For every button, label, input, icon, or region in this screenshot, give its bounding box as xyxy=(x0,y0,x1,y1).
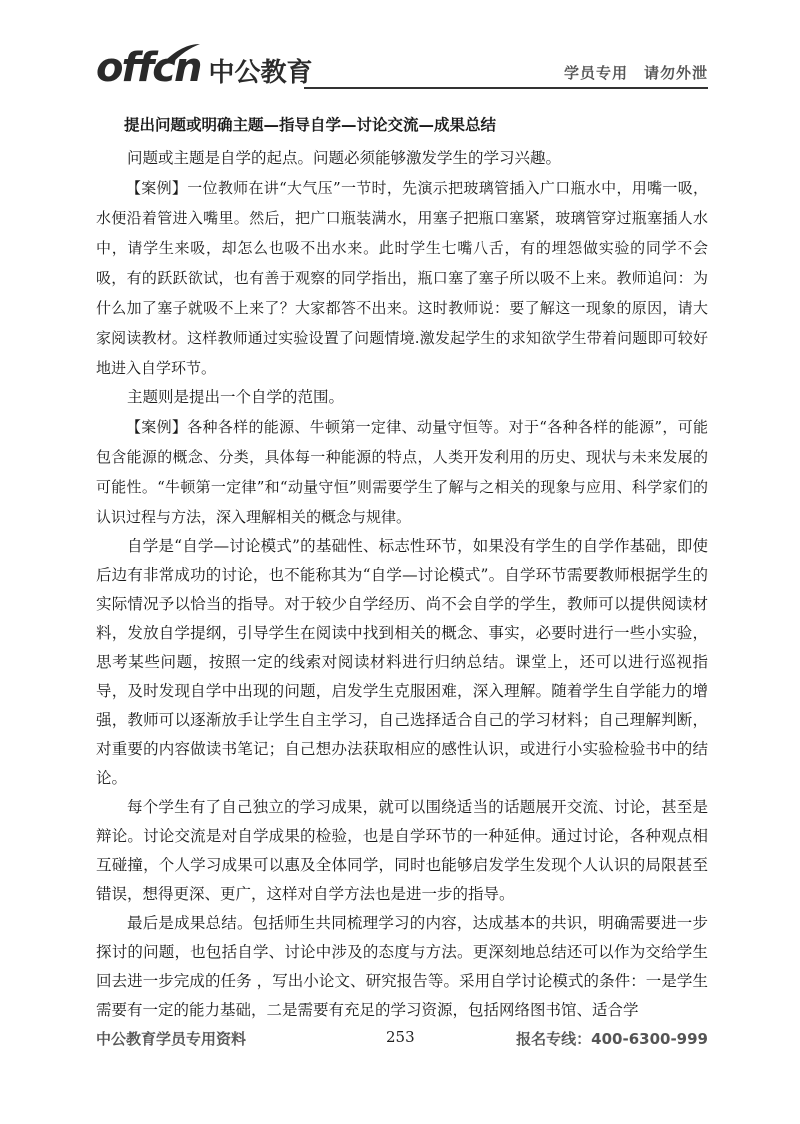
page-header xyxy=(96,40,708,92)
paragraph-6: 每个学生有了自己独立的学习成果，就可以围绕适当的话题展开交流、讨论，甚至是辩论。讨论交流是对自学成果的检验，也是自学环节的一种延伸。通过讨论，各种观点相互碰撞，个人学习成果可以惠及全体同学，同时也能够启发学生发现个人认识的局限甚至错误，想得更深、更广，这样对自学方法也是进一步的指导。 xyxy=(96,798,708,903)
page-content xyxy=(96,112,708,1025)
logo-latin: offcn xyxy=(96,45,201,91)
paragraph-7: 最后是成果总结。包括师生共同梳理学习的内容，达成基本的共识，明确需要进一步探讨的问题，也包括自学、讨论中涉及的态度与方法。更深刻地总结还可以作为交给学生回去进一步完成的任务 ，写出小论文、研究报告等。采用自学讨论模式的条件：一是学生需要有一定的能力基础，二是需要有充足的学习资源，包括网络图书馆、适合学 xyxy=(96,914,708,1019)
paragraph-case-2: 【案例】各种各样的能源、牛顿第一定律、动量守恒等。对于“各种各样的能源”，可能包含能源的概念、分类，具体每一种能源的特点，人类开发利用的历史、现状与未来发展的可能性。“牛顿第一定律”和“动量守恒”则需要学生了解与之相关的现象与应用、科学家们的认识过程与方法，深入理解相关的概念与规律。 xyxy=(96,418,708,526)
paragraph-1: 问题或主题是自学的起点。问题必须能够激发学生的学习兴趣。 xyxy=(127,149,562,167)
section-title: 提出问题或明确主题—指导自学—讨论交流—成果总结 xyxy=(124,116,497,134)
paragraph-5: 自学是“自学—讨论模式”的基础性、标志性环节，如果没有学生的自学作基础，即使后边有非常成功的讨论，也不能称其为“自学—讨论模式”。自学环节需要教师根据学生的实际情况予以恰当的指导。对于较少自学经历、尚不会自学的学生，教师可以提供阅读材料，发放自学提纲，引导学生在阅读中找到相关的概念、事实，必要时进行一些小实验，思考某些问题，按照一定的线索对阅读材料进行归纳总结。课堂上，还可以进行巡视指导，及时发现自学中出现的问题，启发学生克服困难，深入理解。随着学生自学能力的增强，教师可以逐渐放手让学生自主学习，自己选择适合自己的学习材料；自己理解判断，对重要的内容做读书笔记；自己想办法获取相应的感性认识，或进行小实验检验书中的结论。 xyxy=(96,537,708,787)
confidential-note xyxy=(564,62,708,83)
note-do-not-distribute: 请勿外泄 xyxy=(643,64,708,82)
logo-chinese: 中公教育 xyxy=(208,58,313,89)
note-students-only: 学员专用 xyxy=(563,64,628,82)
logo-swoosh-icon xyxy=(162,42,202,64)
paragraph-3: 主题则是提出一个自学的范围。 xyxy=(127,388,345,406)
page-number: 253 xyxy=(386,1028,415,1046)
footer-material-label: 中公教育学员专用资料 xyxy=(96,1030,247,1048)
paragraph-case-1: 【案例】一位教师在讲“大气压”一节时，先演示把玻璃管插入广口瓶水中，用嘴一吸，水便沿着管进入嘴里。然后，把广口瓶装满水，用塞子把瓶口塞紧，玻璃管穿过瓶塞插人水中，请学生来吸，却怎么也吸不出水来。此时学生七嘴八舌，有的埋怨做实验的同学不会吸，有的跃跃欲试，也有善于观察的同学指出，瓶口塞了塞子所以吸不上来。教师追问：为什么加了塞子就吸不上来了？大家都答不出来。这时教师说：要了解这一现象的原因，请大家阅读教材。这样教师通过实验设置了问题情境.激发起学生的求知欲学生带着问题即可较好地进入自学环节。 xyxy=(96,179,708,377)
header-rule xyxy=(304,87,708,89)
offcn-logo xyxy=(96,44,313,91)
footer-hotline: 报名专线：400-6300-999 xyxy=(516,1030,708,1048)
page-footer xyxy=(96,1028,708,1056)
